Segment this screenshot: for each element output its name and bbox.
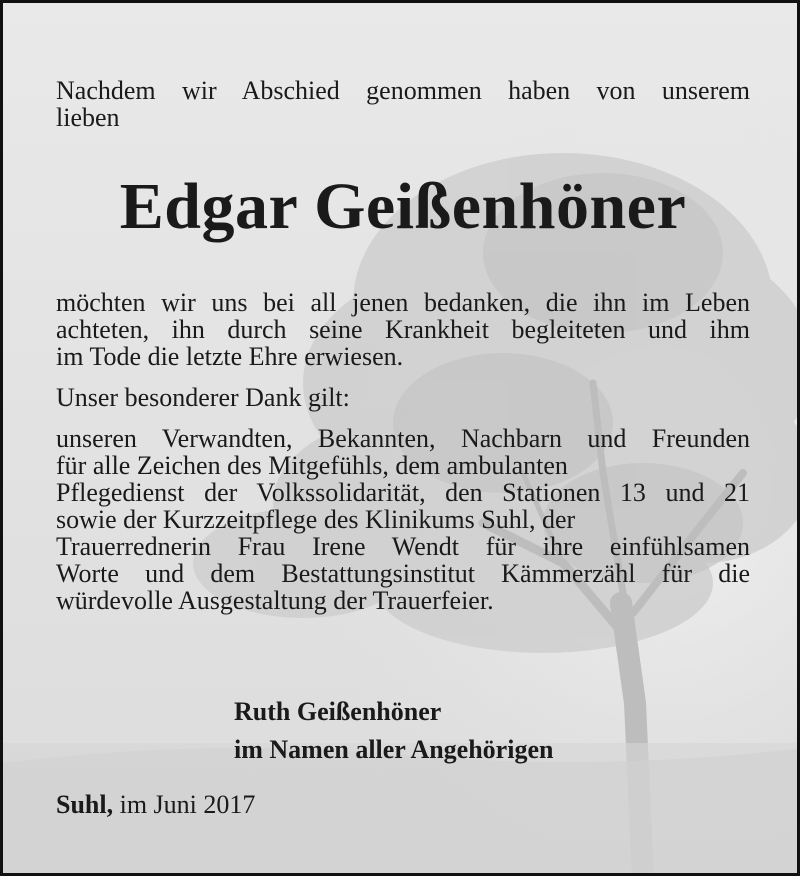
notice-text <box>3 3 800 876</box>
special-thanks-heading-text: Unser besonderer Dank gilt: <box>56 383 350 412</box>
special-thanks-line: sowie der Kurzzeitpflege des Klinikums Suhl, der <box>56 505 576 534</box>
place: Suhl, <box>56 790 114 819</box>
thanks-line: achteten, ihn durch seine Krankheit begleiteten und ihm <box>56 315 750 344</box>
special-thanks-line: Worte und dem Bestattungsinstitut Kämmerzähl für die <box>56 559 750 588</box>
special-thanks-paragraph <box>56 425 750 614</box>
signature-name: Ruth Geißenhöner <box>234 697 442 726</box>
signature-on-behalf: im Namen aller Angehörigen <box>234 735 554 764</box>
intro-line: lieben <box>56 103 120 132</box>
special-thanks-line: für alle Zeichen des Mitgefühls, dem ambulanten <box>56 451 568 480</box>
deceased-name: Edgar Geißenhöner <box>119 170 687 243</box>
thanks-line: möchten wir uns bei all jenen bedanken, die ihn im Leben <box>56 288 750 317</box>
thanks-line: im Tode die letzte Ehre erwiesen. <box>56 342 404 371</box>
intro-paragraph <box>56 77 750 131</box>
place-and-date <box>56 790 255 820</box>
special-thanks-line: Trauerrednerin Frau Irene Wendt für ihre einfühlsamen <box>56 532 750 561</box>
special-thanks-heading <box>56 384 750 411</box>
date: im Juni 2017 <box>119 790 256 819</box>
thanks-paragraph <box>56 289 750 370</box>
intro-line: Nachdem wir Abschied genommen haben von unserem <box>56 76 750 105</box>
special-thanks-line: würdevolle Ausgestaltung der Trauerfeier. <box>56 586 494 615</box>
special-thanks-line: Pflegedienst der Volkssolidarität, den Stationen 13 und 21 <box>56 478 750 507</box>
special-thanks-line: unseren Verwandten, Bekannten, Nachbarn und Freunden <box>56 424 750 453</box>
